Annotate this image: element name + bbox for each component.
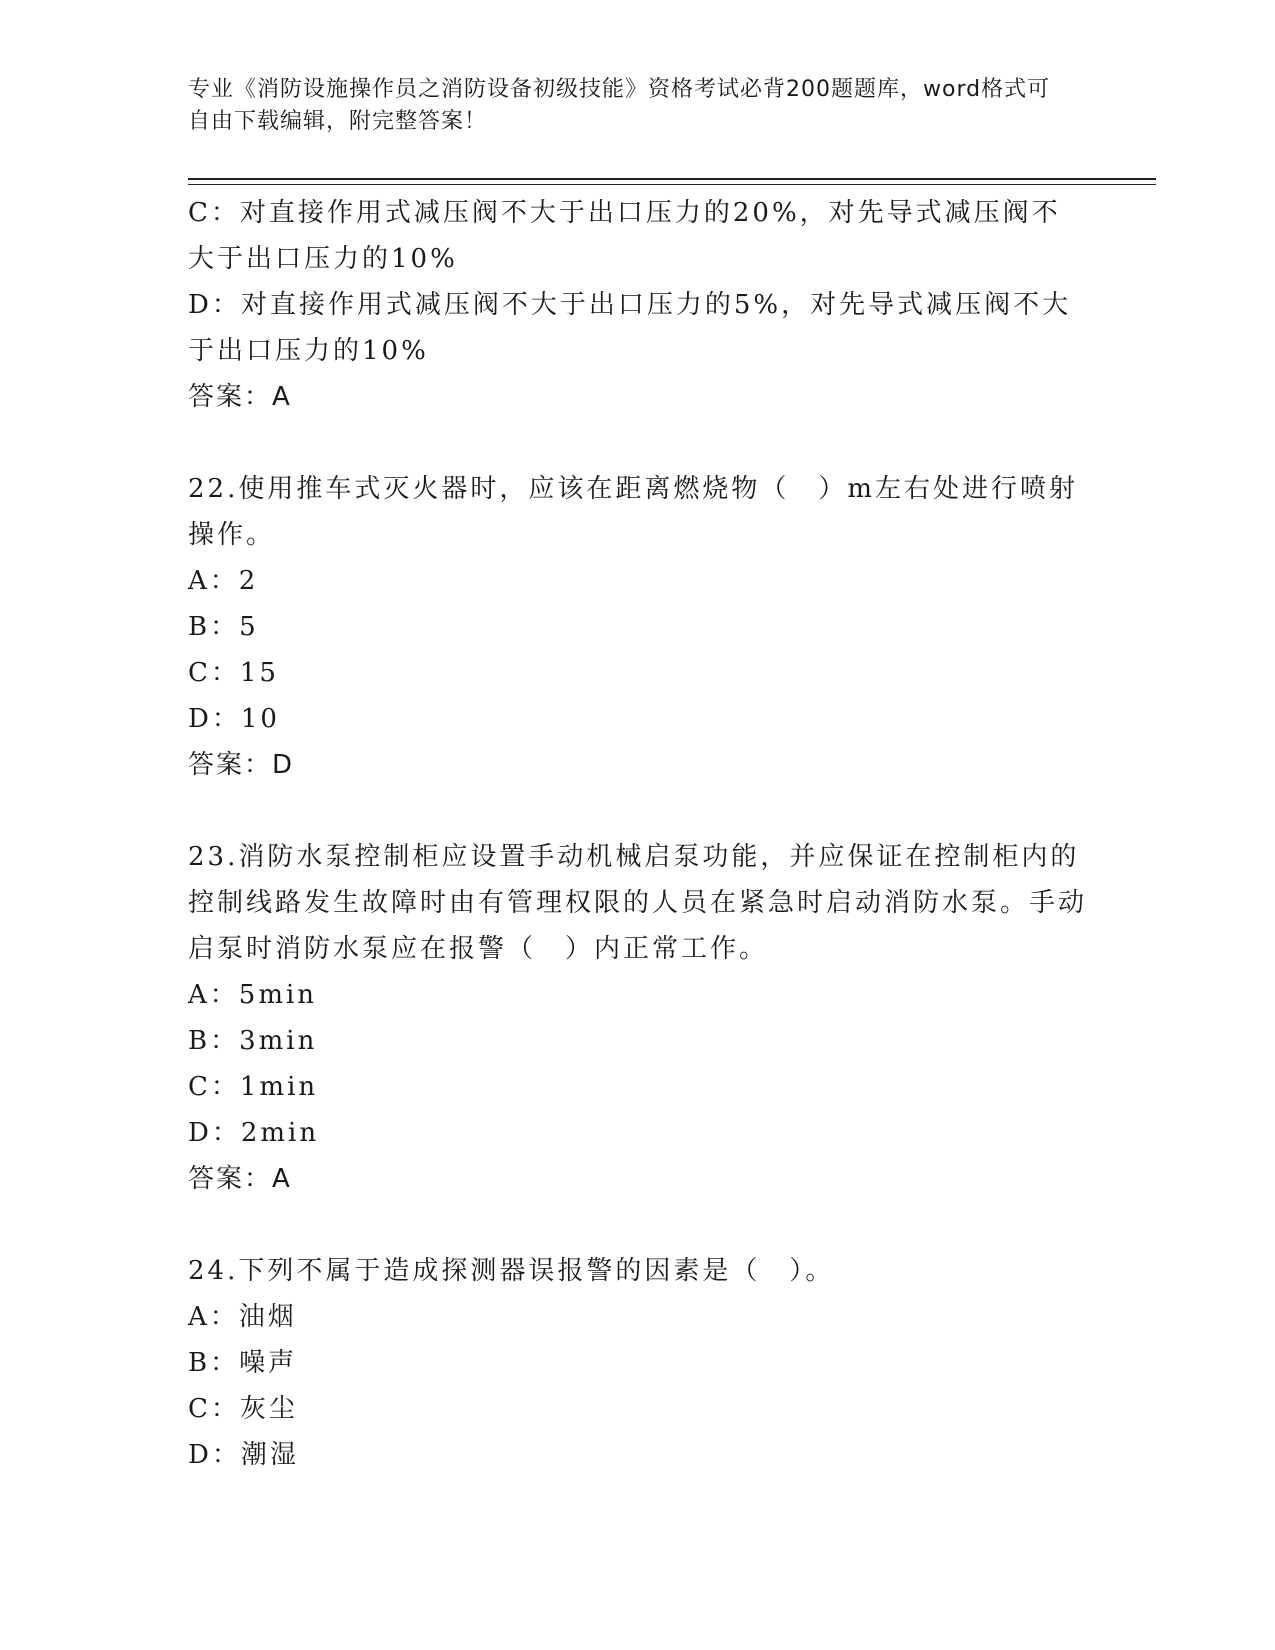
option-c: C：灰尘 xyxy=(188,1394,298,1424)
question-22 xyxy=(188,466,1088,788)
option-a: A：油烟 xyxy=(188,1302,297,1332)
answer-line: 答案：A xyxy=(188,1164,292,1194)
option-c: C：对直接作用式减压阀不大于出口压力的20%，对先导式减压阀不大于出口压力的10% xyxy=(188,198,1061,274)
question-text: 24.下列不属于造成探测器误报警的因素是（ ）。 xyxy=(188,1256,835,1286)
previous-question-tail xyxy=(188,190,1088,420)
question-text: 22.使用推车式灭火器时，应该在距离燃烧物（ ）m左右处进行喷射操作。 xyxy=(188,474,1079,550)
option-c: C：1min xyxy=(188,1072,319,1102)
question-text: 23.消防水泵控制柜应设置手动机械启泵功能，并应保证在控制柜内的控制线路发生故障时由有管理权限的人员在紧急时启动消防水泵。手动启泵时消防水泵应在报警（ ）内正常工作。 xyxy=(188,842,1088,964)
question-24 xyxy=(188,1248,1088,1478)
option-d: D：2min xyxy=(188,1118,320,1148)
header-divider-thick xyxy=(188,178,1156,180)
option-c: C：15 xyxy=(188,658,279,688)
document-header: 专业《消防设施操作员之消防设备初级技能》资格考试必背200题题库，word格式可自由下载编辑，附完整答案！ xyxy=(188,77,1051,134)
header-divider-thin xyxy=(188,184,1156,185)
option-b: B：3min xyxy=(188,1026,318,1056)
answer-line: 答案：D xyxy=(188,750,295,780)
option-d: D：潮湿 xyxy=(188,1440,299,1470)
option-d: D：对直接作用式减压阀不大于出口压力的5%，对先导式减压阀不大于出口压力的10% xyxy=(188,290,1072,366)
option-b: B：噪声 xyxy=(188,1348,298,1378)
question-23 xyxy=(188,834,1088,1202)
answer-line: 答案：A xyxy=(188,382,292,412)
option-a: A：5min xyxy=(188,980,318,1010)
option-b: B：5 xyxy=(188,612,259,642)
option-a: A：2 xyxy=(188,566,259,596)
document-body xyxy=(188,190,1088,1478)
option-d: D：10 xyxy=(188,704,280,734)
